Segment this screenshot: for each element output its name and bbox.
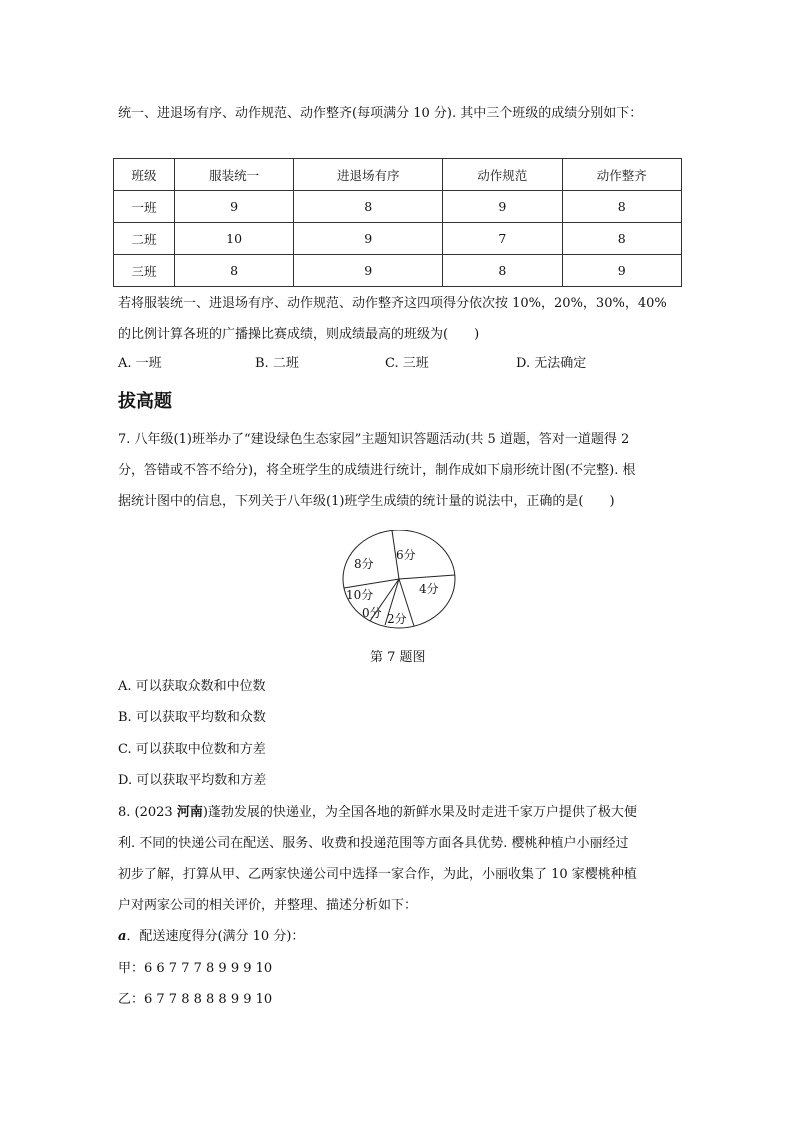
table-cell: 8 xyxy=(562,191,681,223)
q6-option-c: C. 三班 xyxy=(385,356,429,371)
q8-prefix: 8. (2023 xyxy=(118,805,177,820)
q6-text-line-2: 的比例计算各班的广播操比赛成绩，则成绩最高的班级为( ) xyxy=(118,327,480,342)
q6-option-b: B. 二班 xyxy=(255,356,299,371)
q7-figure-caption: 第 7 题图 xyxy=(370,650,426,665)
q8-line1-rest: )蓬勃发展的快递业，为全国各地的新鲜水果及时走进千家万户提供了极大便 xyxy=(202,805,637,820)
table-cell: 8 xyxy=(562,223,681,255)
q7-option-a: A. 可以获取众数和中位数 xyxy=(118,679,266,694)
table-row xyxy=(114,191,682,223)
q8-text-line-3: 初步了解，打算从甲、乙两家快递公司中选择一家合作，为此，小丽收集了 10 家樱桃种植 xyxy=(118,867,637,882)
table-header-cell: 服装统一 xyxy=(174,159,293,191)
q8-text-line-1 xyxy=(118,805,637,821)
q8-part-a-text: ．配送速度得分(满分 10 分)： xyxy=(126,929,305,944)
table-cell: 9 xyxy=(443,191,562,223)
q7-option-d: D. 可以获取平均数和方差 xyxy=(118,773,267,788)
table-cell: 7 xyxy=(443,223,562,255)
pie-label-2: 2分 xyxy=(387,612,407,626)
score-table xyxy=(113,158,682,287)
q8-jia-scores: 甲：6 6 7 7 7 8 9 9 9 10 xyxy=(118,961,273,976)
table-cell: 二班 xyxy=(114,223,175,255)
table-cell: 9 xyxy=(294,255,443,287)
table-cell: 8 xyxy=(443,255,562,287)
intro-line: 统一、进退场有序、动作规范、动作整齐(每项满分 10 分). 其中三个班级的成绩分别如下： xyxy=(118,106,643,121)
table-header-row xyxy=(114,159,682,191)
table-cell: 8 xyxy=(294,191,443,223)
q6-option-a: A. 一班 xyxy=(118,356,162,371)
pie-label-4: 4分 xyxy=(419,582,439,596)
q7-text-line-1: 7. 八年级(1)班举办了“建设绿色生态家园”主题知识答题活动(共 5 道题，答对一道题得 2 xyxy=(118,432,630,447)
table-row xyxy=(114,223,682,255)
table-cell: 三班 xyxy=(114,255,175,287)
table-cell: 9 xyxy=(174,191,293,223)
table-header-cell: 动作整齐 xyxy=(562,159,681,191)
q6-option-d: D. 无法确定 xyxy=(516,356,587,371)
table-cell: 9 xyxy=(562,255,681,287)
q8-part-a-label: a xyxy=(118,929,127,944)
q8-text-line-4: 户对两家公司的相关评价，并整理、描述分析如下： xyxy=(118,898,418,913)
table-header-cell: 进退场有序 xyxy=(294,159,443,191)
table-cell: 10 xyxy=(174,223,293,255)
pie-label-0: 0分 xyxy=(362,606,382,620)
q7-option-b: B. 可以获取平均数和众数 xyxy=(118,710,266,725)
q8-source-region: 河南 xyxy=(176,805,203,820)
pie-label-10: 10分 xyxy=(346,588,374,602)
pie-label-6: 6分 xyxy=(396,548,416,562)
q7-pie-chart xyxy=(341,530,459,634)
q6-text-line-1: 若将服装统一、进退场有序、动作规范、动作整齐这四项得分依次按 10%，20%，30%，40% xyxy=(118,296,667,311)
table-header-cell: 动作规范 xyxy=(443,159,562,191)
table-header-cell: 班级 xyxy=(114,159,175,191)
q8-part-a xyxy=(118,929,304,945)
q7-text-line-2: 分，答错或不答不给分)，将全班学生的成绩进行统计，制作成如下扇形统计图(不完整). 根 xyxy=(118,463,636,478)
table-cell: 一班 xyxy=(114,191,175,223)
q8-text-line-2: 利. 不同的快递公司在配送、服务、收费和投递范围等方面各具优势. 樱桃种植户小丽经过 xyxy=(118,836,629,851)
q8-yi-scores: 乙：6 7 7 8 8 8 8 9 9 10 xyxy=(118,992,273,1007)
section-title: 拔高题 xyxy=(118,391,172,412)
q7-option-c: C. 可以获取中位数和方差 xyxy=(118,742,266,757)
table-cell: 8 xyxy=(174,255,293,287)
table-cell: 9 xyxy=(294,223,443,255)
table-row xyxy=(114,255,682,287)
q7-text-line-3: 据统计图中的信息，下列关于八年级(1)班学生成绩的统计量的说法中，正确的是( ) xyxy=(118,494,615,509)
pie-label-8: 8分 xyxy=(354,557,374,571)
